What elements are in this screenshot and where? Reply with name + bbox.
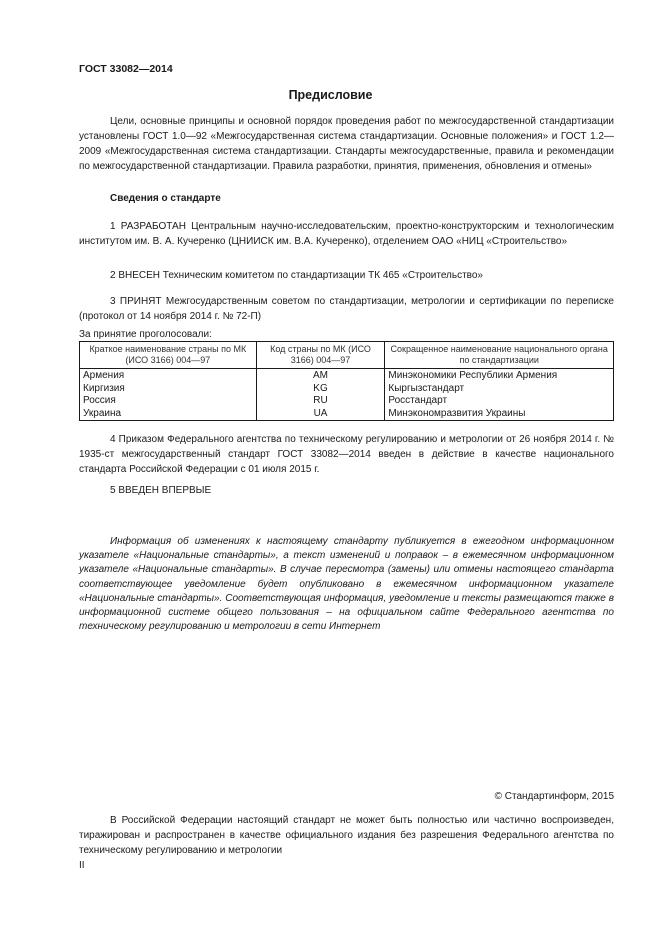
header-country-code: Код страны по МК (ИСО 3166) 004—97: [256, 342, 385, 369]
country-code: RU: [256, 395, 385, 408]
item-5-text: 5 ВВЕДЕН ВПЕРВЫЕ: [110, 485, 212, 496]
item-1-text: 1 РАЗРАБОТАН Центральным научно-исследовательским, проектно-конструкторским и технологическим институтом им. В. А. Кучеренко (ЦНИИСК им. В.А. Кучеренко), отделением ОАО «НИЦ «Строительство»: [79, 221, 614, 247]
item-3-text: 3 ПРИНЯТ Межгосударственным советом по стандартизации, метрологии и сертификации по переписке (протокол от 14 ноября 2014 г. № 72-П): [79, 296, 614, 322]
footer-note-text: В Российской Федерации настоящий стандарт не может быть полностью или частично воспроизведен, тиражирован и распространен в качестве официального издания без разрешения Федерального агентства по техническому регулированию и метрологии: [79, 815, 614, 856]
table-row: [80, 408, 614, 421]
standards-body: Минэкономразвития Украины: [385, 408, 614, 421]
vote-label: За принятие проголосовали:: [79, 329, 212, 340]
section-heading: Сведения о стандарте: [110, 193, 221, 204]
item-2-text: 2 ВНЕСЕН Техническим комитетом по стандартизации ТК 465 «Строительство»: [110, 270, 483, 281]
item-4-text: 4 Приказом Федерального агентства по техническому регулированию и метрологии от 26 ноября 2014 г. № 1935-ст межгосударственный стандарт ГОСТ 33082—2014 введен в действие в качестве национального стандарта Российской Федерации с 01 июля 2015 г.: [79, 434, 614, 475]
header-country-name: Краткое наименование страны по МК (ИСО 3166) 004—97: [80, 342, 257, 369]
info-note-text: Информация об изменениях к настоящему стандарту публикуется в ежегодном информационном указателе «Национальные стандарты», а текст изменений и поправок – в ежемесячном информационном указателе «Национальные стандарты». В случае пересмотра (замены) или отмены настоящего стандарта соответствующее уведомление будет опубликовано в ежемесячном информационном указателе «Национальные стандарты». Соответствующая информация, уведомление и тексты размещаются также в информационной системе общего пользования – на официальном сайте Федерального агентства по техническому регулированию и метрологии в сети Интернет: [79, 536, 614, 633]
page-number: II: [79, 860, 85, 871]
standards-body: Росстандарт: [385, 395, 614, 408]
table-row: [80, 395, 614, 408]
item-4-paragraph: [79, 432, 614, 477]
footer-note: [79, 813, 614, 858]
table-header-row: [80, 342, 614, 369]
country-code: KG: [256, 383, 385, 396]
country-name: Украина: [80, 408, 257, 421]
copyright: © Стандартинформ, 2015: [494, 791, 614, 802]
voting-table: [79, 341, 614, 421]
page-title: Предисловие: [288, 88, 373, 102]
standards-body: Кыргызстандарт: [385, 383, 614, 396]
standards-body: Минэкономики Республики Армения: [385, 369, 614, 383]
item-5-paragraph: [79, 483, 614, 498]
country-name: Армения: [80, 369, 257, 383]
intro-text: Цели, основные принципы и основной порядок проведения работ по межгосударственной стандартизации установлены ГОСТ 1.0—92 «Межгосударственная система стандартизации. Основные положения» и ГОСТ 1.2—2009 «Межгосударственная система стандартизации. Стандарты межгосударственные, правила и рекомендации по межгосударственной стандартизации. Правила разработки, принятия, применения, обновления и отмены»: [79, 116, 614, 172]
country-name: Россия: [80, 395, 257, 408]
item-3-paragraph: [79, 294, 614, 324]
item-2-paragraph: [79, 268, 614, 283]
info-note: [79, 535, 614, 634]
table-row: [80, 383, 614, 396]
country-code: AM: [256, 369, 385, 383]
country-code: UA: [256, 408, 385, 421]
table-row: [80, 369, 614, 383]
country-name: Киргизия: [80, 383, 257, 396]
header-standards-body: Сокращенное наименование национального органа по стандартизации: [385, 342, 614, 369]
item-1-paragraph: [79, 219, 614, 249]
intro-paragraph: [79, 114, 614, 174]
document-code: ГОСТ 33082—2014: [79, 63, 173, 75]
